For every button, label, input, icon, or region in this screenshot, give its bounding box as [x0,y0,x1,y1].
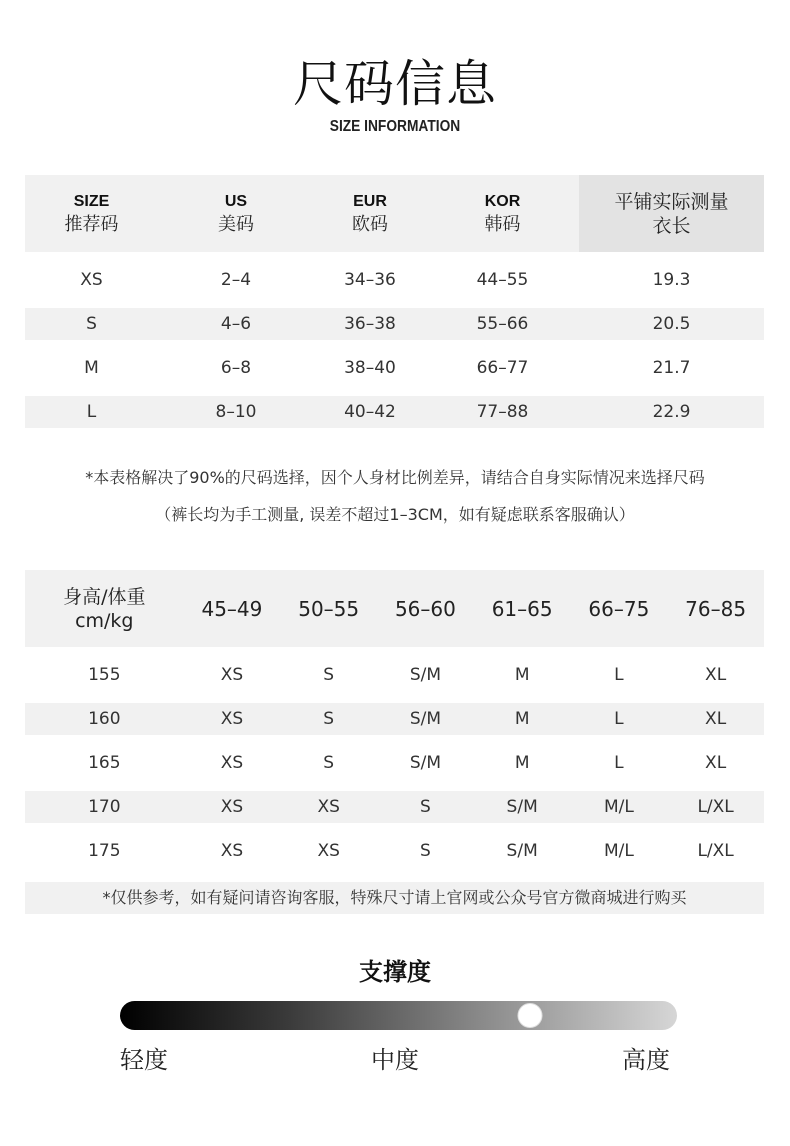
cell: XS [220,797,244,817]
cell: M/L [603,797,634,817]
header-us [158,175,314,252]
cell: 20.5 [652,314,691,334]
cell: S/M [409,709,441,729]
cell: 8–10 [215,402,257,422]
support-level-bar [120,1001,677,1030]
support-level-knob [518,1003,543,1028]
cell: S [323,709,335,729]
cell: XS [317,841,340,861]
cell: 155 [88,665,121,685]
page-title: 尺码信息 [293,55,497,113]
header-weight: 61–65 [491,596,553,621]
size-note: *本表格解决了90%的尺码选择，因个人身材比例差异，请结合自身实际情况来选择尺码 [85,468,705,487]
cell: M/L [603,841,634,861]
header-weight: 50–55 [298,596,360,621]
cell: 55–66 [476,314,529,334]
size-table-header [25,175,764,252]
cell: 170 [88,797,121,817]
cell: XS [220,753,244,773]
cell: 175 [88,841,121,861]
cell: M [84,358,99,378]
header-height-weight [25,585,184,633]
cell: XS [220,665,244,685]
header-kor [426,175,579,252]
support-label-high: 高度 [622,1046,670,1074]
header-weight: 45–49 [201,596,263,621]
table-row [25,659,764,691]
table-row [25,264,764,296]
cell: 2–4 [220,270,252,290]
header-weight: 76–85 [685,596,747,621]
cell: S [323,753,335,773]
header-kor-en: KOR [484,192,521,210]
fit-table-header [25,570,764,647]
cell: S/M [506,797,538,817]
cell: S [420,841,431,861]
cell: L [86,402,97,422]
cell: L [614,709,624,729]
cell: XS [80,270,103,290]
cell: 22.9 [652,402,691,422]
cell: S [86,314,97,334]
cell: XS [220,841,244,861]
cell: M [514,753,530,773]
measure-note: （裤长均为手工测量, 误差不超过1–3CM，如有疑虑联系客服确认） [155,505,635,524]
cell: 160 [88,709,121,729]
cell: S [420,797,431,817]
cell: XL [705,753,727,773]
header-eur-en: EUR [353,192,387,210]
fit-table [25,570,764,867]
cell: 77–88 [476,402,529,422]
cell: 6–8 [220,358,252,378]
cell: S/M [409,753,441,773]
header-size-en: SIZE [73,192,110,210]
header-size-cn: 推荐码 [64,213,119,235]
header-weight: 66–75 [588,596,650,621]
cell: S/M [506,841,538,861]
cell: 66–77 [476,358,529,378]
cell: S [323,665,335,685]
table-row [25,396,764,428]
page-subtitle: SIZE INFORMATION [329,118,461,135]
support-title: 支撑度 [359,958,431,986]
cell: XL [705,709,727,729]
cell: L [614,753,624,773]
table-row [25,791,764,823]
cell: 36–38 [344,314,396,334]
header-length-cn: 衣长 [652,214,691,237]
header-size [25,175,158,252]
cell: S/M [409,665,441,685]
table-row [25,352,764,384]
table-row [25,747,764,779]
header-units: cm/kg [75,609,134,632]
cell: 21.7 [652,358,691,378]
table-row [25,703,764,735]
cell: 165 [88,753,121,773]
header-eur [314,175,426,252]
cell: 38–40 [344,358,396,378]
table-row [25,835,764,867]
cell: 40–42 [344,402,396,422]
cell: M [514,665,530,685]
size-table [25,175,764,428]
header-weight: 56–60 [394,596,456,621]
table-row [25,308,764,340]
cell: 19.3 [652,270,691,290]
cell: L/XL [697,841,734,861]
cell: M [514,709,530,729]
cell: XS [220,709,244,729]
cell: 34–36 [344,270,396,290]
cell: 44–55 [476,270,529,290]
header-eur-cn: 欧码 [352,213,388,235]
support-label-low: 轻度 [120,1046,168,1074]
support-label-mid: 中度 [371,1046,419,1074]
cell: XS [317,797,340,817]
header-us-en: US [224,192,248,210]
cell: XL [705,665,727,685]
header-length-top: 平铺实际测量 [614,190,729,213]
cell: L [614,665,624,685]
cell: L/XL [697,797,734,817]
header-height-weight-label: 身高/体重 [63,585,146,608]
header-us-cn: 美码 [218,213,254,235]
reference-note: *仅供参考，如有疑问请咨询客服，特殊尺寸请上官网或公众号官方微商城进行购买 [25,882,764,914]
header-kor-cn: 韩码 [484,213,521,235]
header-length [579,175,764,252]
cell: 4–6 [220,314,252,334]
